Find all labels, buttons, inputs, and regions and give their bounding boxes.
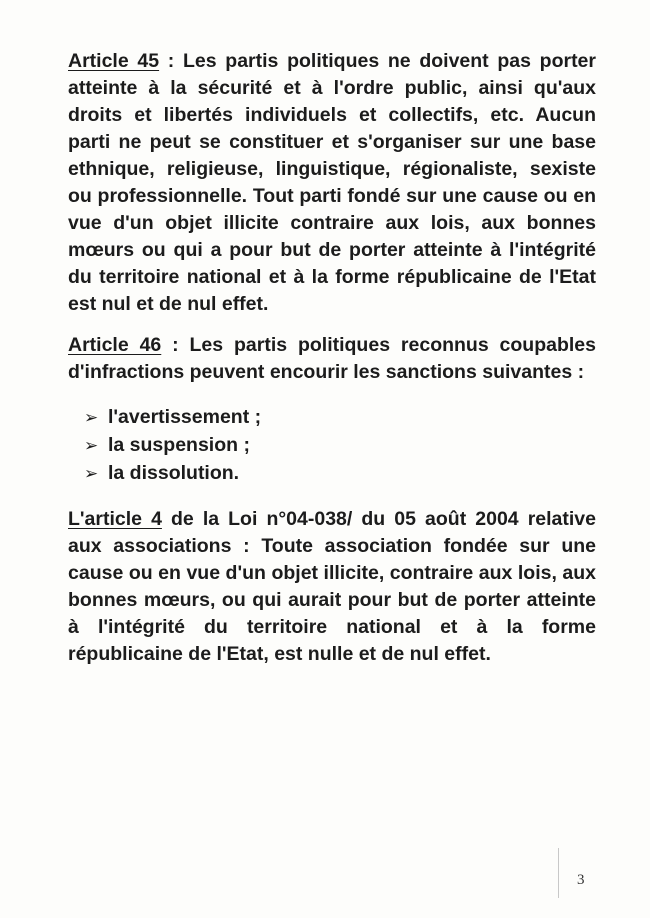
sanction-label: l'avertissement ; [108, 406, 262, 428]
list-item [84, 460, 596, 488]
article-4-text: de la Loi n°04-038/ du 05 août 2004 relative aux associations : Toute association fondée sur une cause ou en vue d'un objet illicite, contraire aux lois, aux bonnes mœurs, ou qui aurait pour but de porter atteinte à l'intégrité du territoire national et à la forme républicaine de l'Etat, est nulle et de nul effet. [68, 508, 597, 665]
article-46-text: : Les partis politiques reconnus coupables d'infractions peuvent encourir les sanctions suivantes : [68, 334, 596, 383]
article-45-reference: Article 45 [68, 50, 160, 72]
list-item [84, 404, 596, 432]
list-item [84, 432, 596, 460]
article-46-reference: Article 46 [68, 334, 162, 356]
article-45-text: : Les partis politiques ne doivent pas porter atteinte à la sécurité et à l'ordre public, ainsi qu'aux droits et libertés individuels et collectifs, etc. Aucun parti ne peut se constituer et s'organiser sur une base ethnique, religieuse, linguistique, régionaliste, sexiste ou professionnelle. Tout parti fondé sur une cause ou en vue d'un objet illicite contraire aux lois, aux bonnes mœurs ou qui a pour but de porter atteinte à l'intégrité du territoire national et à la forme républicaine de l'Etat est nul et de nul effet. [68, 50, 596, 315]
sanction-label: la dissolution. [108, 462, 240, 484]
article-4-reference: L'article 4 [68, 508, 162, 530]
article-45-paragraph [68, 48, 596, 318]
document-body [68, 48, 596, 668]
arrowhead-right-icon: ➢ [84, 436, 99, 456]
page-number: 3 [577, 872, 585, 888]
scan-fold-mark [558, 848, 559, 898]
article-4-paragraph [68, 506, 596, 668]
sanctions-list [84, 404, 596, 488]
arrowhead-right-icon: ➢ [84, 464, 99, 484]
arrowhead-right-icon: ➢ [84, 408, 99, 428]
article-46-paragraph [68, 332, 596, 386]
sanction-label: la suspension ; [108, 434, 250, 456]
